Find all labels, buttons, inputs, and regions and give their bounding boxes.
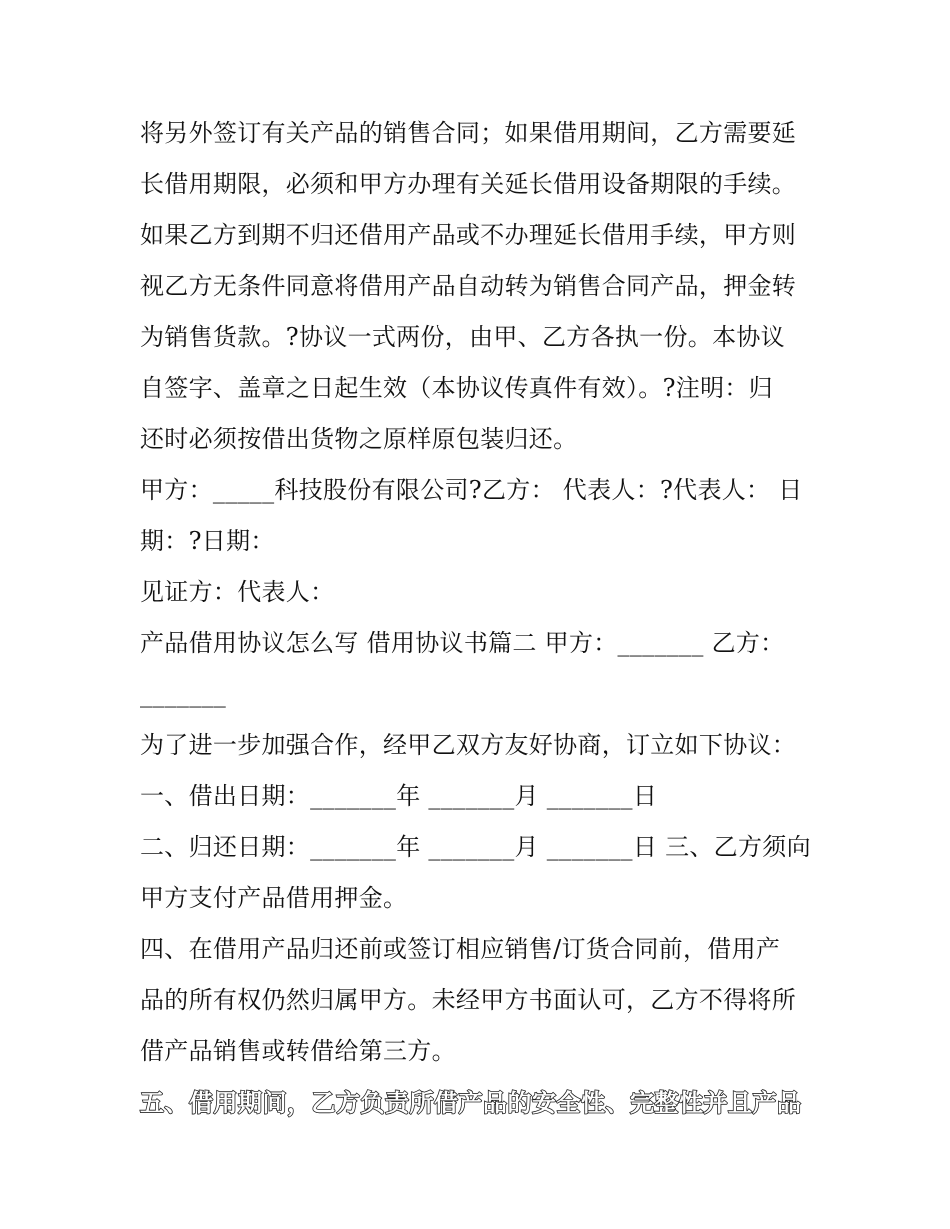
signature-line-party: 甲方：_____科技股份有限公司?乙方： 代表人：?代表人： 日	[140, 476, 803, 504]
clause-line-outlined: 五、借用期间，乙方负责所借产品的安全性、完整性并且产品	[140, 1088, 802, 1117]
clause-line: 借产品销售或转借给第三方。	[140, 1037, 456, 1065]
clause-line: 品的所有权仍然归属甲方。未经甲方书面认可，乙方不得将所	[140, 986, 797, 1014]
clause-line: 甲方支付产品借用押金。	[140, 884, 408, 912]
clause-line: 二、归还日期：_______年 _______月 _______日 三、乙方须向	[140, 833, 811, 861]
witness-line: 见证方：代表人：	[140, 578, 335, 606]
signature-line-date: 期：?日期：	[140, 527, 275, 555]
paragraph-line: 自签字、盖章之日起生效（本协议传真件有效）。?注明：归	[140, 374, 773, 402]
paragraph-line: 将另外签订有关产品的销售合同；如果借用期间，乙方需要延	[140, 119, 797, 147]
clause-line: 一、借出日期：_______年 _______月 _______日	[140, 782, 658, 810]
paragraph-line: 视乙方无条件同意将借用产品自动转为销售合同产品，押金转	[140, 272, 797, 300]
document-body	[140, 108, 820, 1128]
paragraph-line: 如果乙方到期不归还借用产品或不办理延长借用手续，甲方则	[140, 221, 797, 249]
section-heading-line: 产品借用协议怎么写 借用协议书篇二 甲方：_______ 乙方：	[140, 629, 785, 657]
party-b-blank: _______	[140, 680, 227, 708]
paragraph-line: 还时必须按借出货物之原样原包装归还。	[140, 425, 578, 453]
agreement-intro: 为了进一步加强合作，经甲乙双方友好协商，订立如下协议：	[140, 731, 797, 759]
paragraph-line: 为销售货款。?协议一式两份，由甲、乙方各执一份。本协议	[140, 323, 785, 351]
clause-line: 四、在借用产品归还前或签订相应销售/订货合同前，借用产	[140, 935, 781, 963]
paragraph-line: 长借用期限，必须和甲方办理有关延长借用设备期限的手续。	[140, 170, 797, 198]
